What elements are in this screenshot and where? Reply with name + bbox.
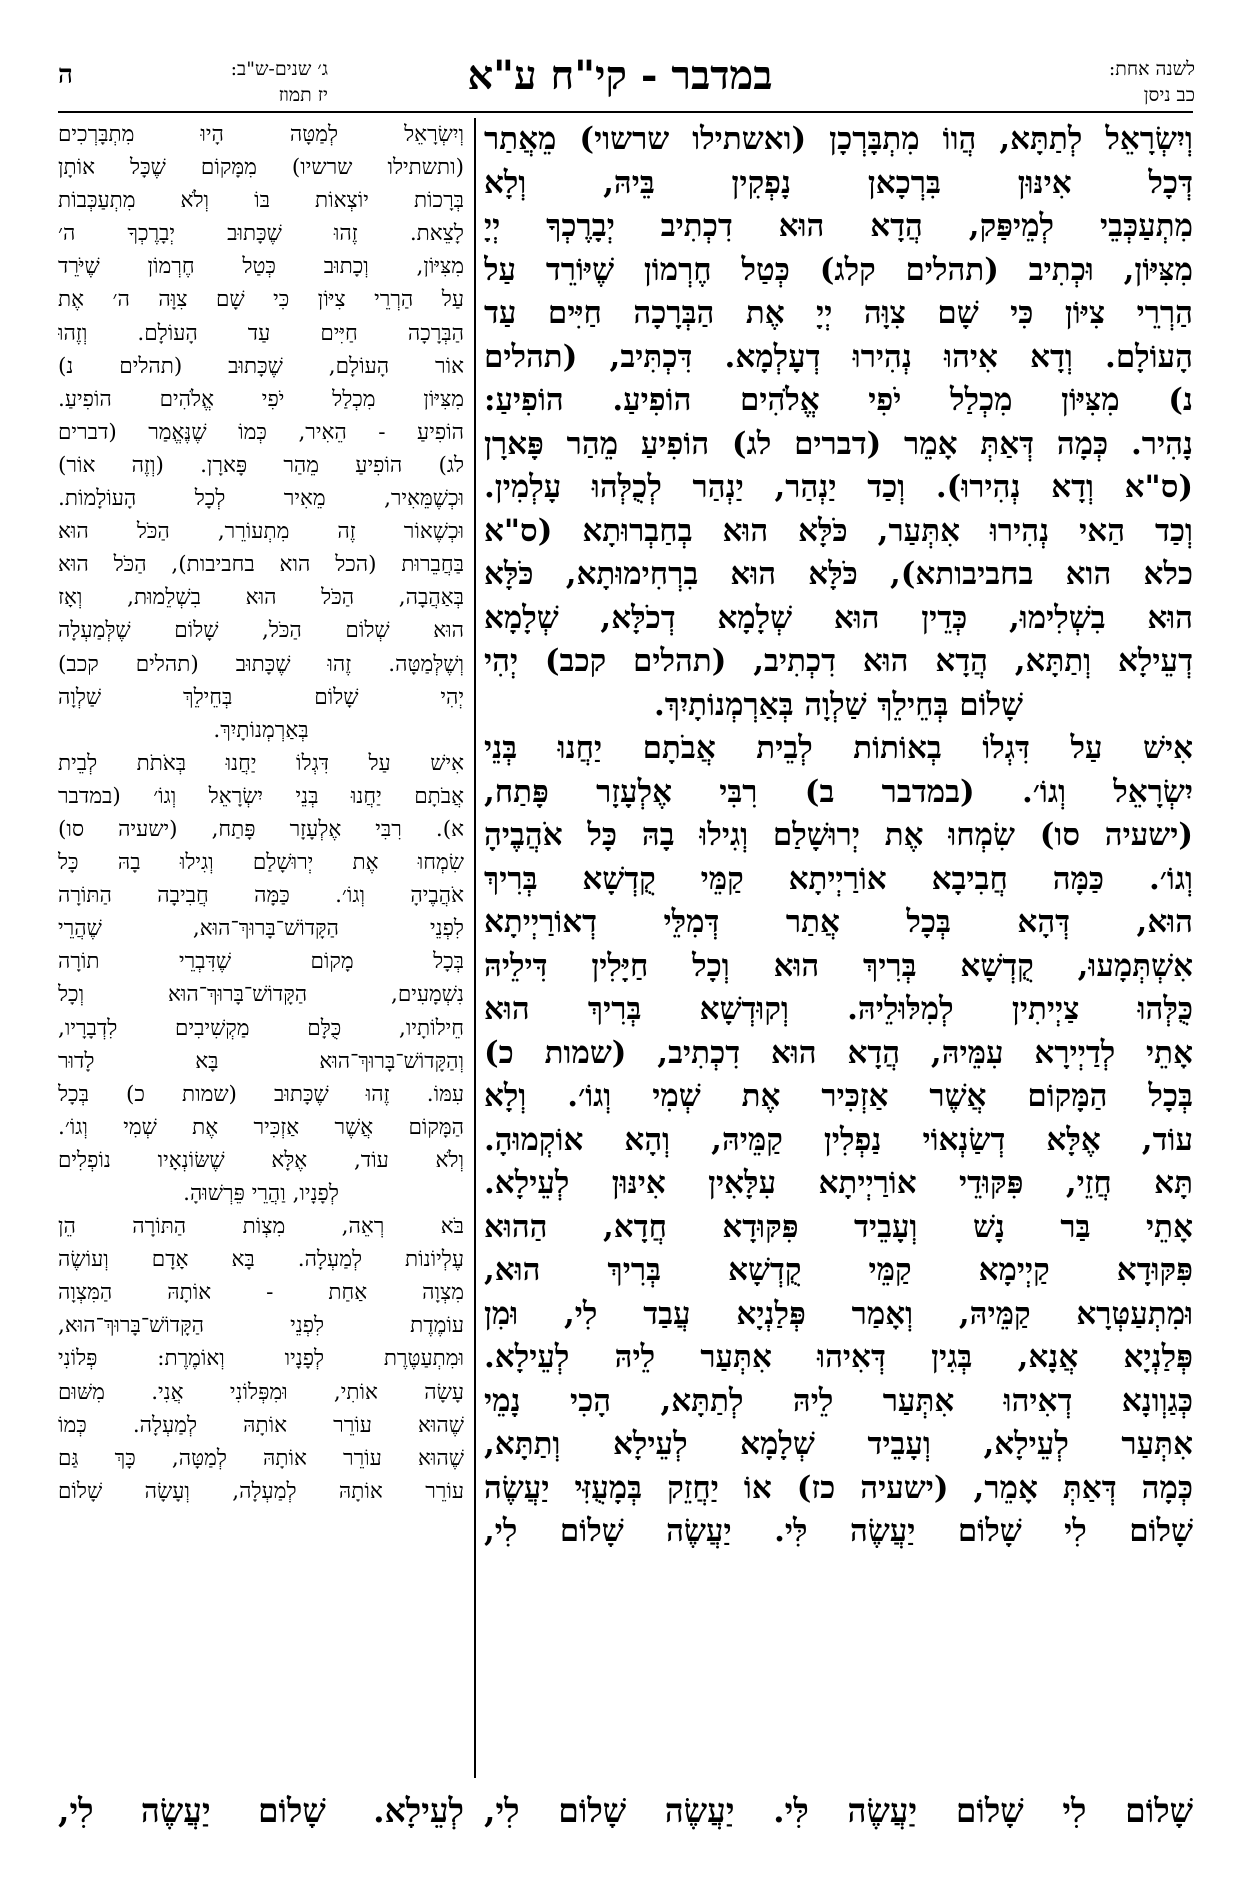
hebrew-text-line: מִצִּיּוֹן מִכְלַל יֹפִי אֱלֹהִים הוֹפִיעַ. <box>58 386 464 412</box>
aramaic-text-line: וְגוֹ׳. כַּמָּה חֲבִיבָא אוֹרַיְיתָא קַמֵּי קֻדְשָׁא בְּרִיךְ <box>484 860 1193 897</box>
hebrew-text-line: בְּאַרְמְנוֹתָיִךְ. <box>213 717 309 743</box>
hebrew-text-line: הוּא שְׁלוֹם הַכֹּל, שָׁלוֹם שֶׁלְּמַעְלָה <box>58 618 464 644</box>
hebrew-text-line: וְשֶׁלְּמַטָּה. זֶהוּ שֶׁכָּתוּב (תהלים קכב) <box>58 651 464 677</box>
hebrew-text-line: עֶלְיוֹנוֹת לְמַעְלָה. בָּא אָדָם וְעוֹשֶׂה <box>58 1247 464 1273</box>
hebrew-text-line: הַמָּקוֹם אֲשֶׁר אַזְכִּיר אֶת שְׁמִי וְגוֹ׳. <box>58 1114 464 1140</box>
aramaic-text-line: כֻּלְּהוּ צַיְיתִין לְמִלּוּלֵיהּ. וְקוּדְשָׁא בְּרִיךְ הוּא <box>484 991 1193 1027</box>
aramaic-text-line: הוּא בִשְׁלִימוּ, כְּדֵין הוּא שְׁלָמָא דְכֹלָּא, שְׁלָמָא <box>484 599 1193 636</box>
aramaic-text-line: כְּמָה דְּאַתְּ אָמֵר, (ישעיה כז) אוֹ יַחֲזֵק בְּמָעֻזִּי יַעֲשֶׂה <box>484 1469 1193 1506</box>
hebrew-text-line: אִישׁ עַל דִּגְלוֹ יַחֲנוּ בְּאֹתֹת לְבֵית <box>58 750 464 776</box>
hebrew-translation-column <box>58 118 464 1778</box>
aramaic-text-line: וּמִתְעַטְּרָא קַמֵּיהּ, וְאָמַר פְּלַנְיָא עֲבַד לִי, וּמִן <box>484 1295 1193 1332</box>
hebrew-text-line: בְּאַהֲבָה, הַכֹּל הוּא בִשְׁלֵמוּת, וְאָז <box>58 585 464 611</box>
hebrew-text-line: בֹּא רְאֵה, מִצְוֹת הַתּוֹרָה הֵן <box>58 1214 464 1240</box>
aramaic-text-line: עוֹד, אֶלָּא דְשַׂנְאוֹי נַפְלִין קַמֵּיהּ, וְהָא אוֹקְמוּהָ. <box>484 1121 1193 1158</box>
hebrew-text-line: אֹהֲבֶיהָ וְגוֹ׳. כַּמָּה חֲבִיבָה הַתּוֹרָה <box>58 883 464 909</box>
aramaic-text-line: אִתְּעַר לְעֵילָא, וְעָבֵיד שְׁלָמָא לְעֵילָא וְתַתָּא, <box>484 1426 1193 1462</box>
hebrew-text-line: מִצְוָה אַחַת - אוֹתָהּ הַמִּצְוָה <box>58 1280 464 1306</box>
aramaic-text-line: בְּכָל הַמָּקוֹם אֲשֶׁר אַזְכִּיר אֶת שְׁמִי וְגוֹ׳. וְלָא <box>484 1078 1193 1114</box>
hebrew-text-line: בַּחֲבֵרוּת (הכל הוא בחביבות), הַכֹּל הוּא <box>58 552 464 578</box>
aramaic-text-line: (ס"א וְדָא נְהִירוּ). וְכַד יַנְהַר, יַנְהַר לְכֻלְּהוּ עָלְמִין. <box>484 469 1193 505</box>
hebrew-text-line: עוֹמֶדֶת לִפְנֵי הַקָּדוֹשׁ־בָּרוּךְ־הוּא, <box>58 1313 464 1339</box>
footer-catchwords <box>58 1786 1193 1846</box>
hebrew-text-line: וּכְשֶׁמֵּאִיר, מֵאִיר לְכָל הָעוֹלָמוֹת. <box>58 486 464 512</box>
hebrew-text-line: יְהִי שָׁלוֹם בְּחֵילֵךְ שַׁלְוָה <box>58 684 464 710</box>
aramaic-text-line: נ) מִצִּיּוֹן מִכְלַל יֹפִי אֱלֹהִים הוֹפִיעַ. הוֹפִיעַ: <box>484 382 1193 418</box>
hebrew-text-line: עוֹרֵר אוֹתָהּ לְמַעְלָה, וְעָשָׂה שָׁלוֹם <box>58 1478 464 1504</box>
aramaic-text-line: הָעוֹלָם. וְדָא אִיהוּ נְהִירוּ דְעָלְמָא. דִּכְתִּיב, (תהלים <box>484 338 1193 375</box>
hebrew-text-line: עִמּוֹ. זֶהוּ שֶׁכָּתוּב (שמות כ) בְּכָל <box>58 1081 464 1107</box>
hebrew-text-line: חֵילוֹתָיו, כֻּלָּם מַקְשִׁיבִים לִדְבָרָיו, <box>58 1015 464 1041</box>
hebrew-text-line: לִפְנֵי הַקָּדוֹשׁ־בָּרוּךְ־הוּא, שֶׁהֲרֵי <box>58 916 464 942</box>
column-divider <box>474 118 476 1778</box>
aramaic-text-line: הַרְרֵי צִיּוֹן כִּי שָׁם צִוָּה יְיָ אֶת הַבְּרָכָה חַיִּים עַד <box>484 295 1193 331</box>
aramaic-text-line: אָתֵי בַּר נָשׁ וְעָבֵיד פִּקּוּדָא חֲדָא, הַהוּא <box>484 1208 1193 1245</box>
aramaic-text-line: הוּא, דְּהָא בְּכָל אֲתַר דְּמִלֵּי דְאוֹרַיְיתָא <box>484 904 1193 940</box>
hebrew-text-line: לָצֵאת. זֶהוּ שֶׁכָּתוּב יְבָרֶכְךָ ה׳ <box>58 221 464 247</box>
aramaic-text-line: נָהִיר. כְּמָה דְּאַתְּ אָמֵר (דברים לג) הוֹפִיעַ מֵהַר פָּארָן <box>484 425 1193 462</box>
aramaic-text-line: יִשְׂרָאֵל וְגוֹ׳. (במדבר ב) רִבִּי אֶלְעָזָר פָּתַח, <box>484 773 1193 810</box>
hebrew-text-line: לְפָנָיו, וַהֲרֵי פֵּרְשׁוּהָ. <box>183 1181 339 1206</box>
hebrew-text-line: וּכְשֶׁאוֹר זֶה מִתְעוֹרֵר, הַכֹּל הוּא <box>58 519 464 545</box>
hebrew-text-line: בְּכָל מָקוֹם שֶׁדִּבְרֵי תוֹרָה <box>58 949 464 975</box>
aramaic-text-line: דְּכָל אִינּוּן בִּרְכָאן נָפְקִין בֵּיהּ, וְלָא <box>484 164 1193 201</box>
header-three-years-label: ג׳ שנים-ש"ב: <box>230 58 328 80</box>
hebrew-text-line: נִשְׁמָעִים, הַקָּדוֹשׁ־בָּרוּךְ־הוּא וְכָל <box>58 982 464 1008</box>
aramaic-text-line: אִישׁ עַל דִּגְלוֹ בְאוֹתוֹת לְבֵית אֲבֹתָם יַחֲנוּ בְּנֵי <box>484 730 1193 766</box>
header-one-year-label: לשנה אחת: <box>1108 58 1195 80</box>
aramaic-text-line: אִשְׁתְּמָעוּ, קֻדְשָׁא בְּרִיךְ הוּא וְכָל חַיָּלִין דִּילֵיהּ <box>484 947 1193 984</box>
aramaic-text-line: מִתְעַכְּבֵי לְמֵיפַּק, הֲדָא הוּא דִכְתִיב יְבָרֶכְךָ יְיָ <box>484 208 1193 244</box>
header-one-year-date: כב ניסן <box>1143 84 1195 106</box>
hebrew-text-line: לג) הוֹפִיעַ מֵהַר פָּארָן. (וְזֶה אוֹר) <box>58 452 464 478</box>
hebrew-text-line: וְהַקָּדוֹשׁ־בָּרוּךְ־הוּא בָּא לָדוּר <box>58 1048 464 1074</box>
page-number: ה <box>58 60 73 90</box>
hebrew-text-line: הַבְּרָכָה חַיִּים עַד הָעוֹלָם. וְזֶהוּ <box>58 320 464 346</box>
aramaic-text-line: כְּגַוְונָא דְאִיהוּ אִתְּעַר לֵיהּ לְתַתָּא, הָכִי נָמֵי <box>484 1382 1193 1419</box>
aramaic-text-line: וְכַד הַאי נְהִירוּ אִתְּעַר, כֹּלָּא הוּא בְחַבְרוּתָא (ס"א <box>484 512 1193 549</box>
hebrew-text-line: עַל הַרְרֵי צִיּוֹן כִּי שָׁם צִוָּה ה׳ אֶת <box>58 287 464 313</box>
footer-aramaic-line: שָׁלוֹם לִי שָׁלוֹם יַעֲשֶׂה לִּי. יַעֲשֶׂה שָׁלוֹם לִי, <box>484 1791 1193 1830</box>
hebrew-text-line: א). רִבִּי אֶלְעָזָר פָּתַח, (ישעיה סו) <box>58 816 464 842</box>
header-rule <box>58 111 1193 113</box>
aramaic-text-line: כלא הוא בחביבותא), כֹּלָּא הוּא בִרְחִימוּתָא, כֹּלָּא <box>484 556 1193 592</box>
hebrew-text-line: הוֹפִיעַ - הֵאִיר, כְּמוֹ שֶׁנֶּאֱמַר (דברים <box>58 419 464 445</box>
hebrew-text-line: וּמִתְעַטֶּרֶת לְפָנָיו וְאוֹמֶרֶת: פְּלוֹנִי <box>58 1346 464 1372</box>
aramaic-text-line: פְּלַנְיָא אֲנָא, בְּגִין דְּאִיהוּ אִתְּעַר לֵיהּ לְעֵילָא. <box>484 1339 1193 1375</box>
hebrew-text-line: שֶׁהוּא עוֹרֵר אוֹתָהּ לְמַטָּה, כָּךְ גַּם <box>58 1445 464 1471</box>
header-three-years-date: יז תמוז <box>278 84 328 106</box>
aramaic-text-line: פִּקּוּדָא קַיְימָא קַמֵּי קֻדְשָׁא בְּרִיךְ הוּא, <box>484 1252 1193 1288</box>
hebrew-text-line: בְּרָכוֹת יוֹצְאוֹת בּוֹ וְלֹא מִתְעַכְּבוֹת <box>58 188 464 214</box>
hebrew-text-line: עָשָׂה אוֹתִי, וּמִפְּלוֹנִי אֲנִי. מִשּׁוּם <box>58 1379 464 1405</box>
hebrew-text-line: אֲבֹתָם יַחֲנוּ בְּנֵי יִשְׂרָאֵל וְגוֹ׳ (במדבר <box>58 783 464 809</box>
aramaic-text-line: דְעֵילָא וְתַתָּא, הֲדָא הוּא דִכְתִיב, (תהלים קכב) יְהִי <box>484 643 1193 679</box>
aramaic-text-line: (ישעיה סו) שִׂמְחוּ אֶת יְרוּשָׁלַם וְגִילוּ בָהּ כָּל אֹהֲבֶיהָ <box>484 817 1193 853</box>
aramaic-text-line: אָתֵי לְדַיְירָא עִמֵּיהּ, הֲדָא הוּא דִכְתִיב, (שמות כ) <box>484 1034 1193 1071</box>
aramaic-text-line: תָּא חֲזֵי, פִּקּוּדֵי אוֹרַיְיתָא עִלָּאִין אִינּוּן לְעֵילָא. <box>484 1165 1193 1201</box>
hebrew-text-line: וְיִשְׂרָאֵל לְמַטָּה הָיוּ מִתְבָּרְכִים <box>58 122 464 147</box>
hebrew-text-line: שֶׁהוּא עוֹרֵר אוֹתָהּ לְמַעְלָה. כְּמוֹ <box>58 1412 464 1438</box>
hebrew-text-line: (ותשתילו שרשיו) מִמָּקוֹם שֶׁכָּל אוֹתָן <box>58 155 464 181</box>
footer-hebrew-line: לְעֵילָא. שָׁלוֹם יַעֲשֶׂה לִי, <box>58 1791 464 1830</box>
aramaic-text-line: שָׁלוֹם בְּחֵילֵךְ שַׁלְוָה בְּאַרְמְנוֹתָיִךְ. <box>654 686 1023 723</box>
page-title: במדבר - קי"ח ע"א <box>467 52 773 99</box>
aramaic-text-line: וְיִשְׂרָאֵל לְתַתָּא, הֲווֹ מִתְבָּרְכָן (ואשתילו שרשוי) מֵאֲתַר <box>484 121 1193 157</box>
aramaic-text-line: מִצִּיּוֹן, וּכְתִיב (תהלים קלג) כְּטַל חֶרְמוֹן שֶׁיּוֹרֵד עַל <box>484 251 1193 288</box>
hebrew-text-line: שִׂמְחוּ אֶת יְרוּשָׁלַם וְגִילוּ בָהּ כָּל <box>58 850 464 876</box>
hebrew-text-line: מִצִּיּוֹן, וְכָתוּב כְּטַל חֶרְמוֹן שֶׁיֹּרֵד <box>58 254 464 280</box>
aramaic-text-line: שָׁלוֹם לִי שָׁלוֹם יַעֲשֶׂה לִּי. יַעֲשֶׂה שָׁלוֹם לִי, <box>484 1513 1193 1549</box>
aramaic-column <box>484 118 1193 1778</box>
hebrew-text-line: אוֹר הָעוֹלָם, שֶׁכָּתוּב (תהלים נ) <box>58 353 464 379</box>
hebrew-text-line: וְלֹא עוֹד, אֶלָּא שֶׁשּׂוֹנְאָיו נוֹפְלִים <box>58 1147 464 1173</box>
